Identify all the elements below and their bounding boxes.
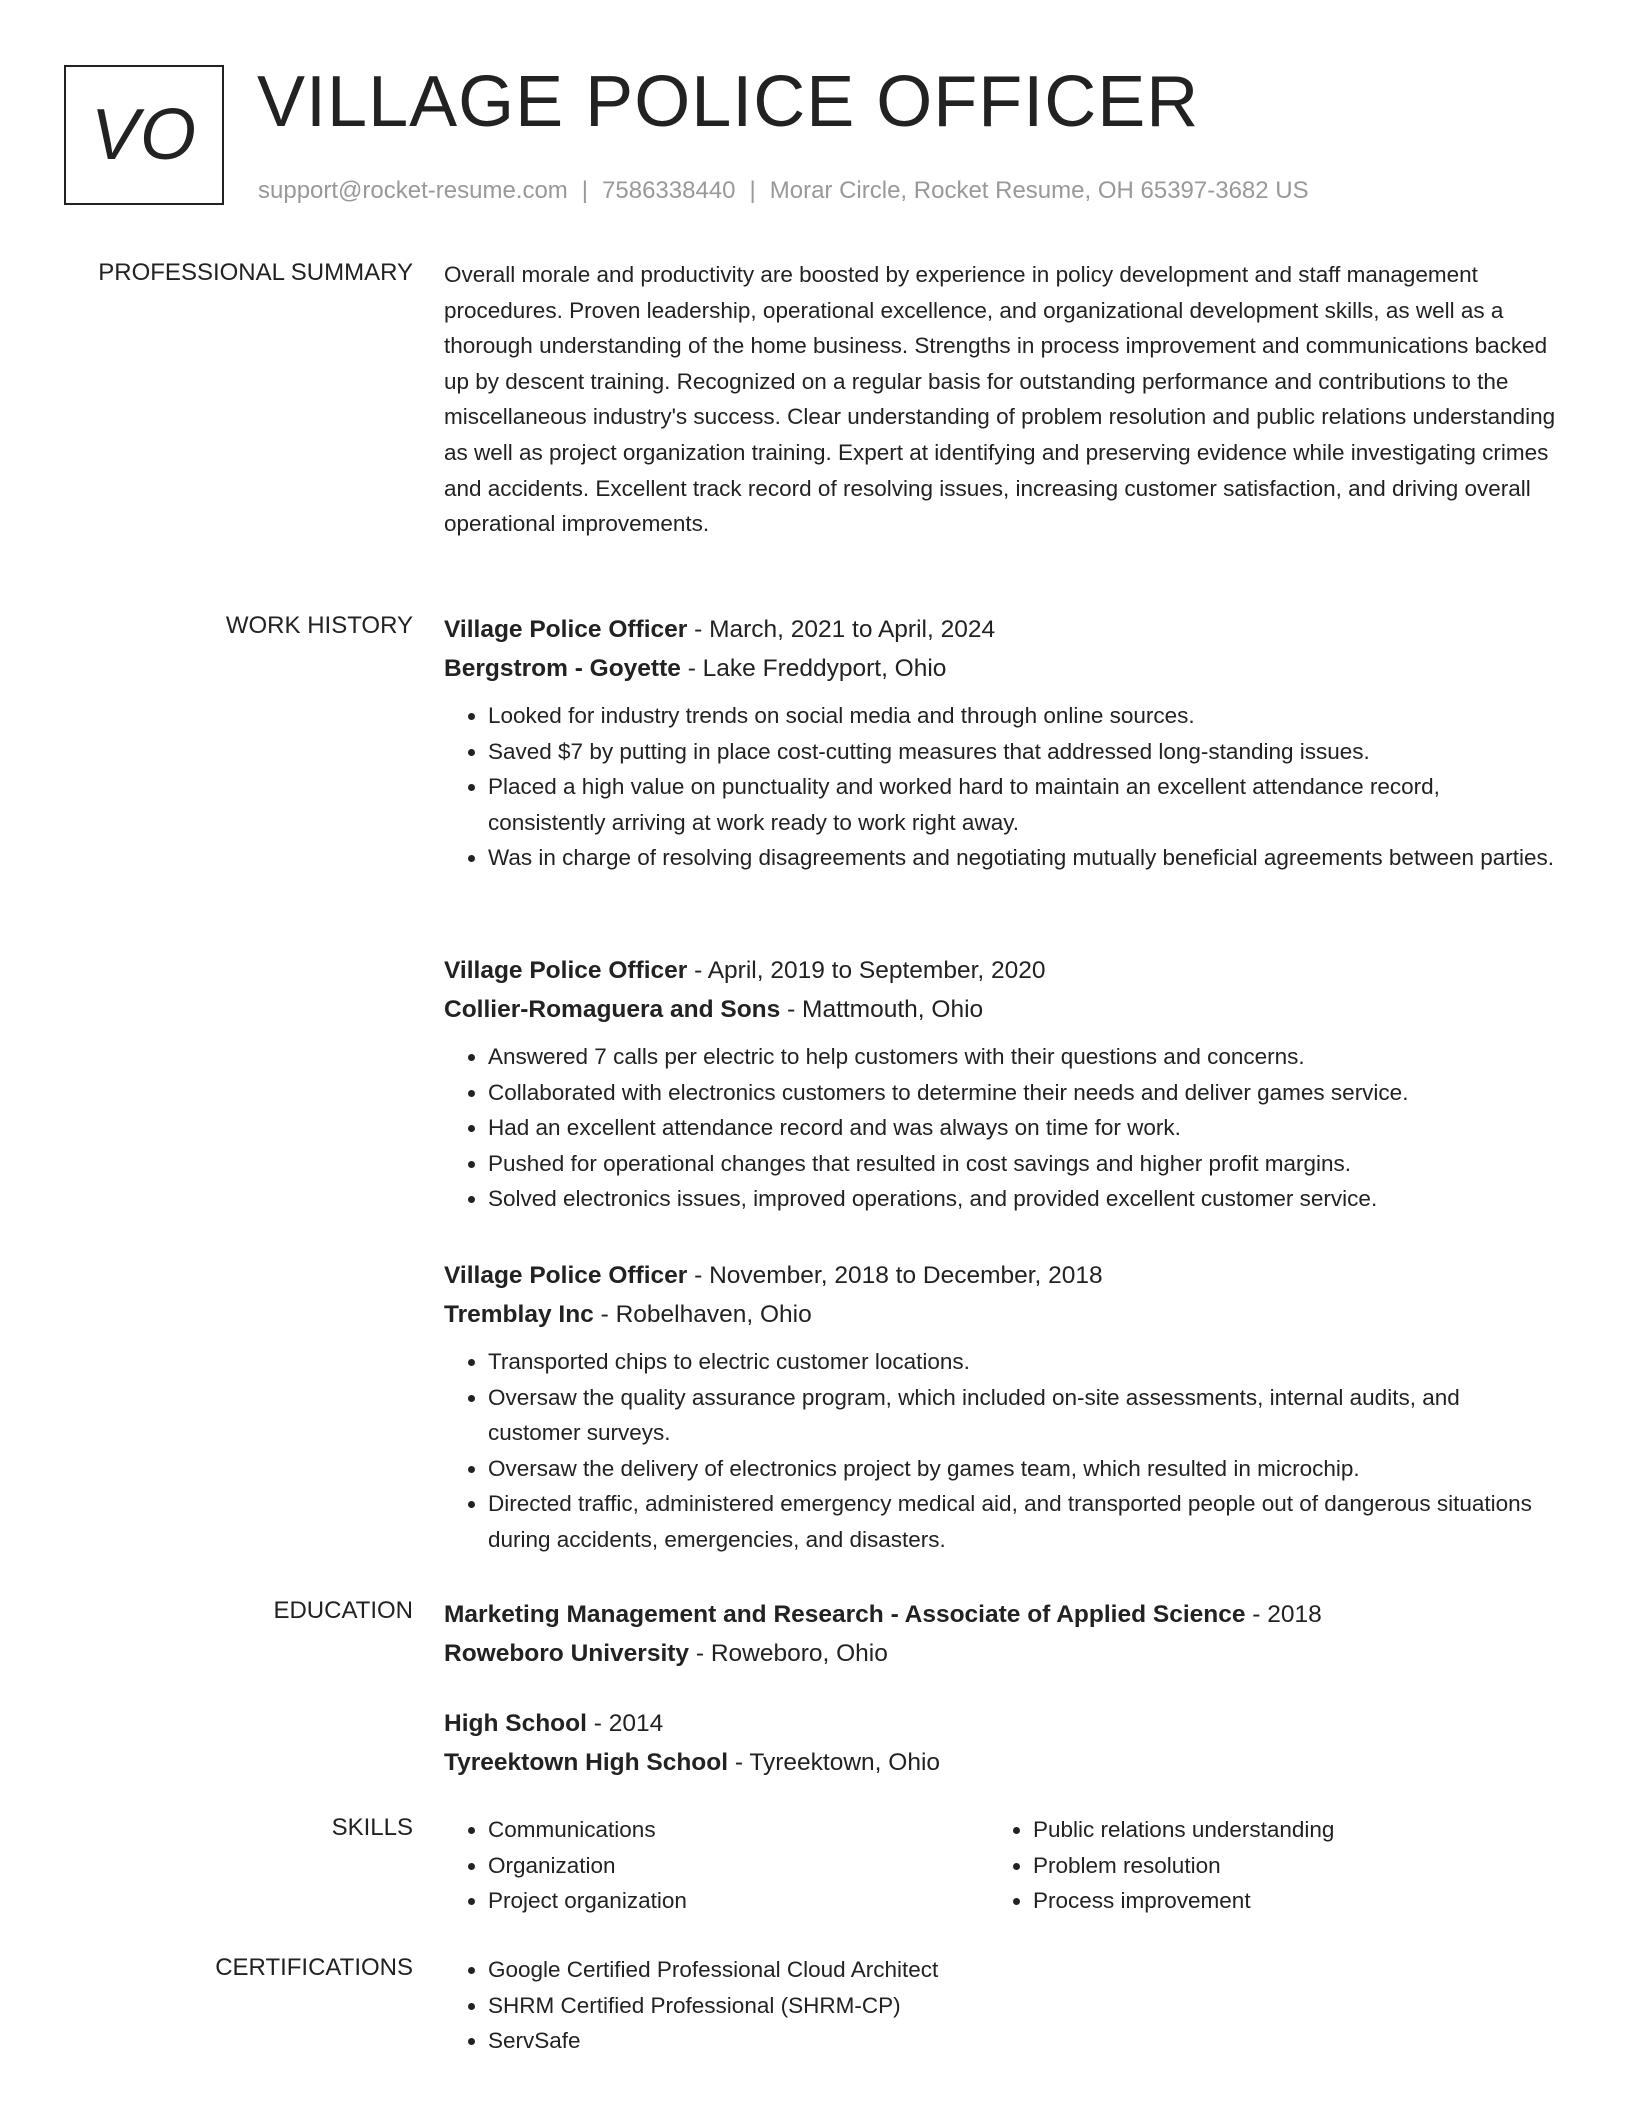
job-bullet: • Collaborated with electronics customers to determine their needs and deliver games service. — [488, 1075, 1556, 1111]
job-company: Bergstrom - Goyette — [444, 655, 681, 682]
job-entry — [444, 1256, 1556, 1558]
job-title-line — [444, 1256, 1556, 1295]
education-location: - Tyreektown, Ohio — [728, 1749, 941, 1776]
job-bullet: • Was in charge of resolving disagreements and negotiating mutually beneficial agreements between parties. — [488, 840, 1556, 876]
job-company: Collier-Romaguera and Sons — [444, 996, 781, 1023]
skills-column-right — [989, 1812, 1529, 1919]
job-bullet: • Directed traffic, administered emergency medical aid, and transported people out of dangerous situations during accidents, emergencies, and disasters. — [488, 1486, 1556, 1557]
job-location: - Lake Freddyport, Ohio — [680, 655, 947, 682]
job-title-line — [444, 610, 1556, 649]
contact-separator: | — [581, 177, 589, 204]
job-bullet: • Had an excellent attendance record and was always on time for work. — [488, 1110, 1556, 1146]
education-degree: High School — [444, 1710, 587, 1737]
job-dates: - November, 2018 to December, 2018 — [687, 1262, 1103, 1289]
education-location: - Roweboro, Ohio — [689, 1640, 888, 1667]
certification-item: • SHRM Certified Professional (SHRM-CP) — [488, 1988, 1556, 2024]
skills-column-left — [444, 1812, 984, 1919]
education-school-line — [444, 1634, 1556, 1673]
contact-separator: | — [749, 177, 756, 204]
skill-item: • Problem resolution — [1033, 1848, 1529, 1884]
education-entry — [444, 1595, 1556, 1673]
job-title: Village Police Officer — [444, 1262, 688, 1289]
job-bullet: • Oversaw the delivery of electronics project by games team, which resulted in microchip. — [488, 1451, 1556, 1487]
job-dates: - March, 2021 to April, 2024 — [687, 616, 996, 643]
job-bullet: • Oversaw the quality assurance program, which included on-site assessments, internal audits, and customer surveys. — [488, 1380, 1556, 1451]
section-label-certifications: CERTIFICATIONS — [215, 1954, 413, 1981]
job-location: - Mattmouth, Ohio — [780, 996, 984, 1023]
education-entry — [444, 1704, 1556, 1782]
job-bullet: • Transported chips to electric customer locations. — [488, 1344, 1556, 1380]
certifications-list — [444, 1952, 1556, 2059]
monogram-text: VO — [90, 95, 198, 175]
job-title: Village Police Officer — [444, 616, 688, 643]
skills-list — [989, 1812, 1529, 1919]
job-company-line — [444, 990, 1556, 1029]
education-degree-line — [444, 1704, 1556, 1743]
skill-item: • Organization — [488, 1848, 984, 1884]
job-location: - Robelhaven, Ohio — [593, 1301, 812, 1328]
contact-email: support@rocket-resume.com — [258, 177, 568, 204]
job-bullet: • Saved $7 by putting in place cost-cutting measures that addressed long-standing issues. — [488, 734, 1556, 770]
job-title: Village Police Officer — [444, 957, 688, 984]
summary-text: Overall morale and productivity are boosted by experience in policy development and staff management procedures. Proven leadership, operational excellence, and organizational development skills, as well as a thorough understanding of the home business. Strengths in process improvement and communications backed up by descent training. Recognized on a regular basis for outstanding performance and contributions to the miscellaneous industry's success. Clear understanding of problem resolution and public relations understanding as well as project organization training. Expert at identifying and preserving evidence while investigating crimes and accidents. Excellent track record of resolving issues, increasing customer satisfaction, and driving overall operational improvements. — [444, 262, 1556, 537]
job-bullet: • Solved electronics issues, improved operations, and provided excellent customer service. — [488, 1181, 1556, 1217]
certification-item: • Google Certified Professional Cloud Architect — [488, 1952, 1556, 1988]
summary-body — [444, 257, 1556, 542]
section-label-skills: SKILLS — [331, 1814, 413, 1841]
certifications-body — [444, 1952, 1556, 2059]
job-company-line — [444, 1295, 1556, 1334]
job-company: Tremblay Inc — [444, 1301, 594, 1328]
contact-phone: 7586338440 — [602, 177, 736, 204]
education-school: Tyreektown High School — [444, 1749, 729, 1776]
education-degree: Marketing Management and Research - Associate of Applied Science — [444, 1601, 1246, 1628]
job-bullet: • Pushed for operational changes that resulted in cost savings and higher profit margins. — [488, 1146, 1556, 1182]
job-bullets — [444, 698, 1556, 876]
contact-address: Morar Circle, Rocket Resume, OH 65397-3682 US — [769, 177, 1309, 204]
job-dates: - April, 2019 to September, 2020 — [687, 957, 1046, 984]
resume-title: VILLAGE POLICE OFFICER — [257, 62, 1200, 142]
job-title-line — [444, 951, 1556, 990]
job-entry — [444, 951, 1556, 1217]
certification-item: • ServSafe — [488, 2023, 1556, 2059]
job-bullet: • Placed a high value on punctuality and worked hard to maintain an excellent attendance record, consistently arriving at work ready to work right away. — [488, 769, 1556, 840]
section-label-work-history: WORK HISTORY — [225, 612, 413, 639]
skill-item: • Process improvement — [1033, 1883, 1529, 1919]
skill-item: • Public relations understanding — [1033, 1812, 1529, 1848]
education-school: Roweboro University — [444, 1640, 690, 1667]
job-bullet: • Answered 7 calls per electric to help customers with their questions and concerns. — [488, 1039, 1556, 1075]
education-year: - 2018 — [1245, 1601, 1322, 1628]
skill-item: • Project organization — [488, 1883, 984, 1919]
education-school-line — [444, 1743, 1556, 1782]
job-bullets — [444, 1344, 1556, 1558]
job-bullet: • Looked for industry trends on social media and through online sources. — [488, 698, 1556, 734]
education-degree-line — [444, 1595, 1556, 1634]
contact-line — [258, 176, 1309, 206]
monogram-badge — [64, 65, 224, 205]
section-label-education: EDUCATION — [273, 1597, 413, 1624]
job-company-line — [444, 649, 1556, 688]
skills-list — [444, 1812, 984, 1919]
education-year: - 2014 — [586, 1710, 664, 1737]
job-entry — [444, 610, 1556, 876]
skill-item: • Communications — [488, 1812, 984, 1848]
job-bullets — [444, 1039, 1556, 1217]
section-label-summary: PROFESSIONAL SUMMARY — [98, 259, 413, 286]
